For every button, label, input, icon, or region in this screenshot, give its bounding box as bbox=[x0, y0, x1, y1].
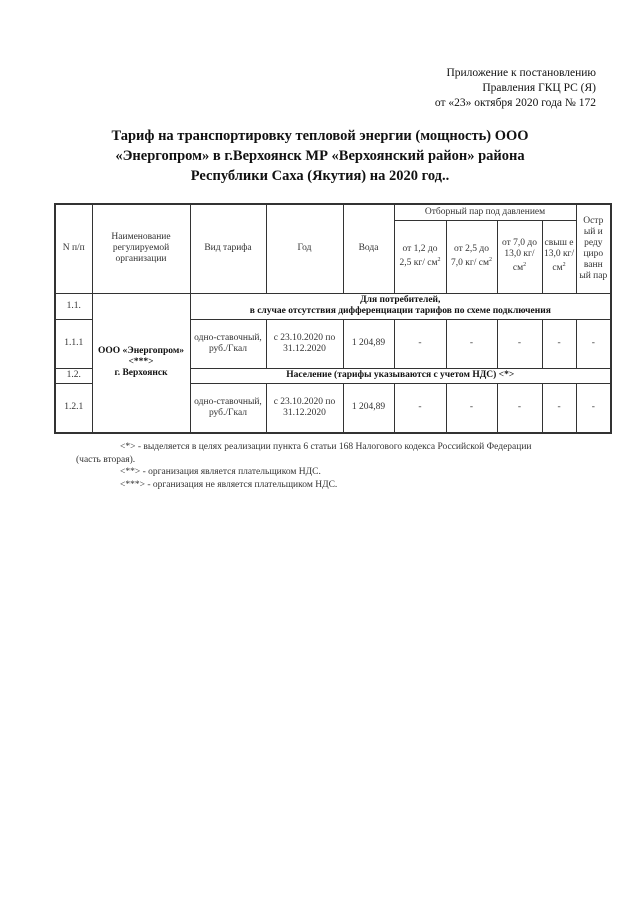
footnotes bbox=[76, 441, 600, 491]
header-n: N п/п bbox=[55, 204, 92, 293]
row-type: одно-ставочный, руб./Гкал bbox=[190, 319, 266, 368]
footnote: (часть вторая). bbox=[76, 454, 136, 465]
section1-n: 1.1. bbox=[55, 293, 92, 319]
footnote: <*> - выделяется в целях реализации пункта 6 статьи 168 Налогового кодекса Российской Федерации bbox=[120, 442, 532, 452]
row-cell: - bbox=[576, 383, 611, 433]
row-n: 1.2.1 bbox=[55, 383, 92, 433]
title-line: «Энергопром» в г.Верхоянск МР «Верхоянский район» района bbox=[115, 148, 525, 164]
header-name: Наименование регулируемой организации bbox=[92, 204, 190, 293]
row-type: одно-ставочный, руб./Гкал bbox=[190, 383, 266, 433]
header-year: Год bbox=[266, 204, 343, 293]
section2-n: 1.2. bbox=[55, 368, 92, 383]
header-sharp-steam: Остр ый и реду циро ванн ый пар bbox=[576, 204, 611, 293]
header-p4: свыш е 13,0 кг/ $см^2$ bbox=[542, 220, 576, 293]
row-cell: - bbox=[497, 319, 542, 368]
row-year: с 23.10.2020 по 31.12.2020 bbox=[266, 319, 343, 368]
section1-label: Для потребителей, в случае отсутствия дифференциации тарифов по схеме подключения bbox=[190, 293, 611, 319]
appendix-header bbox=[435, 66, 596, 111]
section2-label: Население (тарифы указываются с учетом НДС) <*> bbox=[190, 368, 611, 383]
title-line: Тариф на транспортировку тепловой энергии (мощность) ООО bbox=[111, 128, 529, 144]
appendix-line: от «23» октября 2020 года № 172 bbox=[434, 97, 596, 109]
row-cell: - bbox=[394, 319, 446, 368]
appendix-line: Правления ГКЦ РС (Я) bbox=[482, 82, 596, 94]
row-year: с 23.10.2020 по 31.12.2020 bbox=[266, 383, 343, 433]
row-cell: - bbox=[446, 383, 497, 433]
row-cell: - bbox=[542, 319, 576, 368]
row-cell: - bbox=[446, 319, 497, 368]
row-water: 1 204,89 bbox=[343, 383, 394, 433]
header-water: Вода bbox=[343, 204, 394, 293]
title-line: Республики Саха (Якутия) на 2020 год.. bbox=[190, 168, 450, 184]
row-n: 1.1.1 bbox=[55, 319, 92, 368]
row-cell: - bbox=[394, 383, 446, 433]
appendix-line: Приложение к постановлению bbox=[446, 67, 596, 79]
document-title bbox=[90, 126, 550, 186]
row-cell: - bbox=[542, 383, 576, 433]
row-cell: - bbox=[576, 319, 611, 368]
header-p1: от 1,2 до 2,5 кг/ $см^2$ bbox=[394, 220, 446, 293]
footnote: <***> - организация не является плательщиком НДС. bbox=[120, 479, 338, 490]
org-cell: ООО «Энергопром» <***> г. Верхоянск bbox=[92, 293, 190, 433]
header-p2: от 2,5 до 7,0 кг/ $см^2$ bbox=[446, 220, 497, 293]
row-cell: - bbox=[497, 383, 542, 433]
footnote: <**> - организация является плательщиком НДС. bbox=[120, 467, 321, 477]
row-water: 1 204,89 bbox=[343, 319, 394, 368]
header-steam-group: Отборный пар под давлением bbox=[394, 204, 576, 220]
header-p3: от 7,0 до 13,0 кг/ $см^2$ bbox=[497, 220, 542, 293]
tariff-table bbox=[54, 203, 612, 434]
header-type: Вид тарифа bbox=[190, 204, 266, 293]
